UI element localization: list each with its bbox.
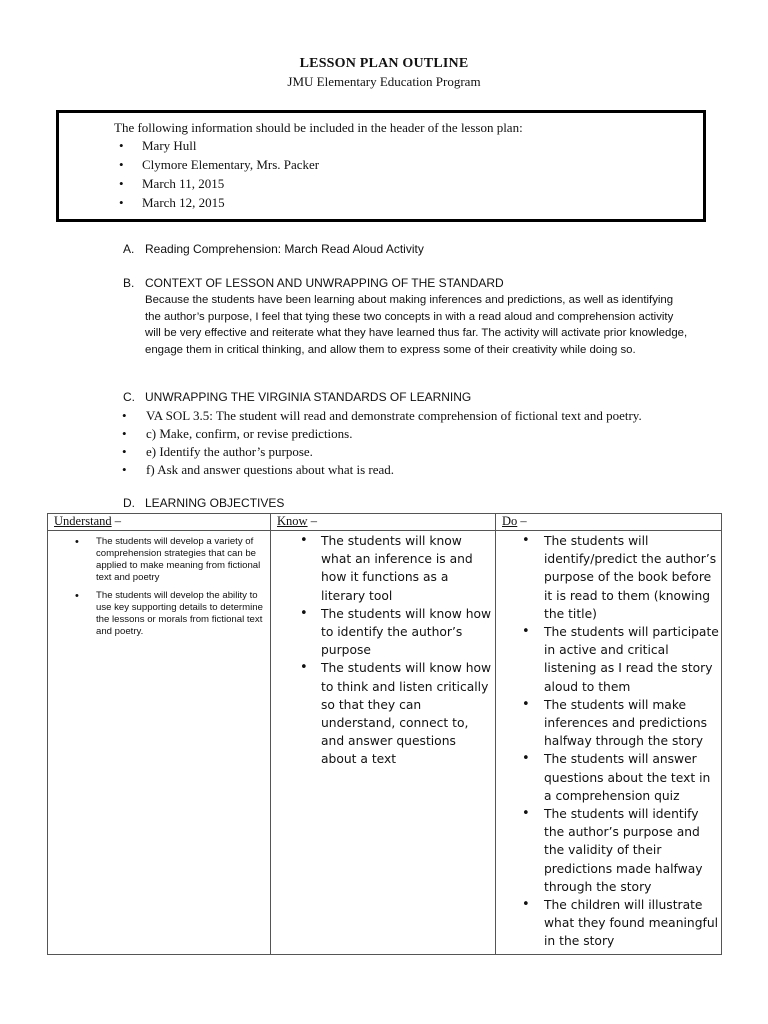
do-item: • The students will answer questions about the text in a comprehension quiz bbox=[496, 750, 721, 805]
know-item: • The students will know how to identify the author’s purpose bbox=[271, 605, 495, 660]
standards-item: • e) Identify the author’s purpose. bbox=[122, 443, 642, 461]
header-item-date-2: • March 12, 2015 bbox=[119, 193, 319, 212]
section-c-heading: UNWRAPPING THE VIRGINIA STANDARDS OF LEARNING bbox=[145, 390, 472, 404]
section-c-letter: C. bbox=[123, 390, 135, 404]
know-item: • The students will know what an inference is and how it functions as a literary tool bbox=[271, 532, 495, 605]
understand-cell bbox=[48, 531, 271, 955]
do-item: • The children will illustrate what they found meaningful in the story bbox=[496, 896, 721, 951]
section-b-letter: B. bbox=[123, 276, 135, 290]
do-item: • The students will identify the author’s purpose and the validity of their predictions made halfway through the story bbox=[496, 805, 721, 896]
header-understand-label: Understand bbox=[54, 514, 112, 528]
section-a-heading: Reading Comprehension: March Read Aloud Activity bbox=[145, 242, 424, 256]
know-item: • The students will know how to think and listen critically so that they can understand, connect to, and answer questions about a text bbox=[271, 659, 495, 768]
header-info-list bbox=[119, 136, 319, 212]
header-info-box bbox=[56, 110, 706, 222]
header-do-suffix: – bbox=[517, 514, 527, 528]
header-item-school: • Clymore Elementary, Mrs. Packer bbox=[119, 155, 319, 174]
learning-objectives-table bbox=[47, 513, 722, 955]
header-understand bbox=[48, 514, 271, 531]
header-item-author: • Mary Hull bbox=[119, 136, 319, 155]
standards-list bbox=[122, 407, 642, 479]
section-d-heading: LEARNING OBJECTIVES bbox=[145, 496, 285, 510]
understand-list bbox=[48, 531, 270, 638]
do-item: • The students will make inferences and predictions halfway through the story bbox=[496, 696, 721, 751]
do-cell bbox=[496, 531, 722, 955]
standards-item: • VA SOL 3.5: The student will read and demonstrate comprehension of fictional text and poetry. bbox=[122, 407, 642, 425]
header-know-suffix: – bbox=[307, 514, 317, 528]
standards-item: • c) Make, confirm, or revise predictions. bbox=[122, 425, 642, 443]
document-title: LESSON PLAN OUTLINE bbox=[299, 56, 469, 71]
standards-item: • f) Ask and answer questions about what is read. bbox=[122, 461, 642, 479]
header-intro-text: The following information should be included in the header of the lesson plan: bbox=[114, 120, 523, 135]
do-list bbox=[496, 531, 721, 951]
section-d-letter: D. bbox=[123, 496, 135, 510]
header-know bbox=[271, 514, 496, 531]
header-do bbox=[496, 514, 722, 531]
understand-item: • The students will develop the ability to use key supporting details to determine the lessons or morals from fictional text and poetry. bbox=[48, 590, 270, 638]
section-a-letter: A. bbox=[123, 242, 135, 256]
know-list bbox=[271, 531, 495, 769]
header-know-label: Know bbox=[277, 514, 308, 528]
table-header-row bbox=[48, 514, 722, 531]
header-do-label: Do bbox=[502, 514, 518, 528]
do-item: • The students will participate in active and critical listening as I read the story aloud to them bbox=[496, 623, 721, 696]
section-b-heading: CONTEXT OF LESSON AND UNWRAPPING OF THE STANDARD bbox=[145, 276, 504, 290]
understand-item: • The students will develop a variety of comprehension strategies that can be applied to make meaning from fictional text and poetry bbox=[48, 536, 270, 584]
header-item-date-1: • March 11, 2015 bbox=[119, 174, 319, 193]
section-b-body: Because the students have been learning about making inferences and predictions, as well as identifying the author’s purpose, I feel that tying these two concepts in with a read aloud and comprehension activity will be very effective and reiterate what they have learned thus far. The activity will activate prior knowledge, engage them in critical thinking, and allow them to express some of their creativity while doing so. bbox=[145, 294, 688, 356]
do-item: • The students will identify/predict the author’s purpose of the book before it is read to them (knowing the title) bbox=[496, 532, 721, 623]
know-cell bbox=[271, 531, 496, 955]
header-understand-suffix: – bbox=[111, 514, 121, 528]
table-row bbox=[48, 531, 722, 955]
document-subtitle: JMU Elementary Education Program bbox=[287, 74, 481, 89]
